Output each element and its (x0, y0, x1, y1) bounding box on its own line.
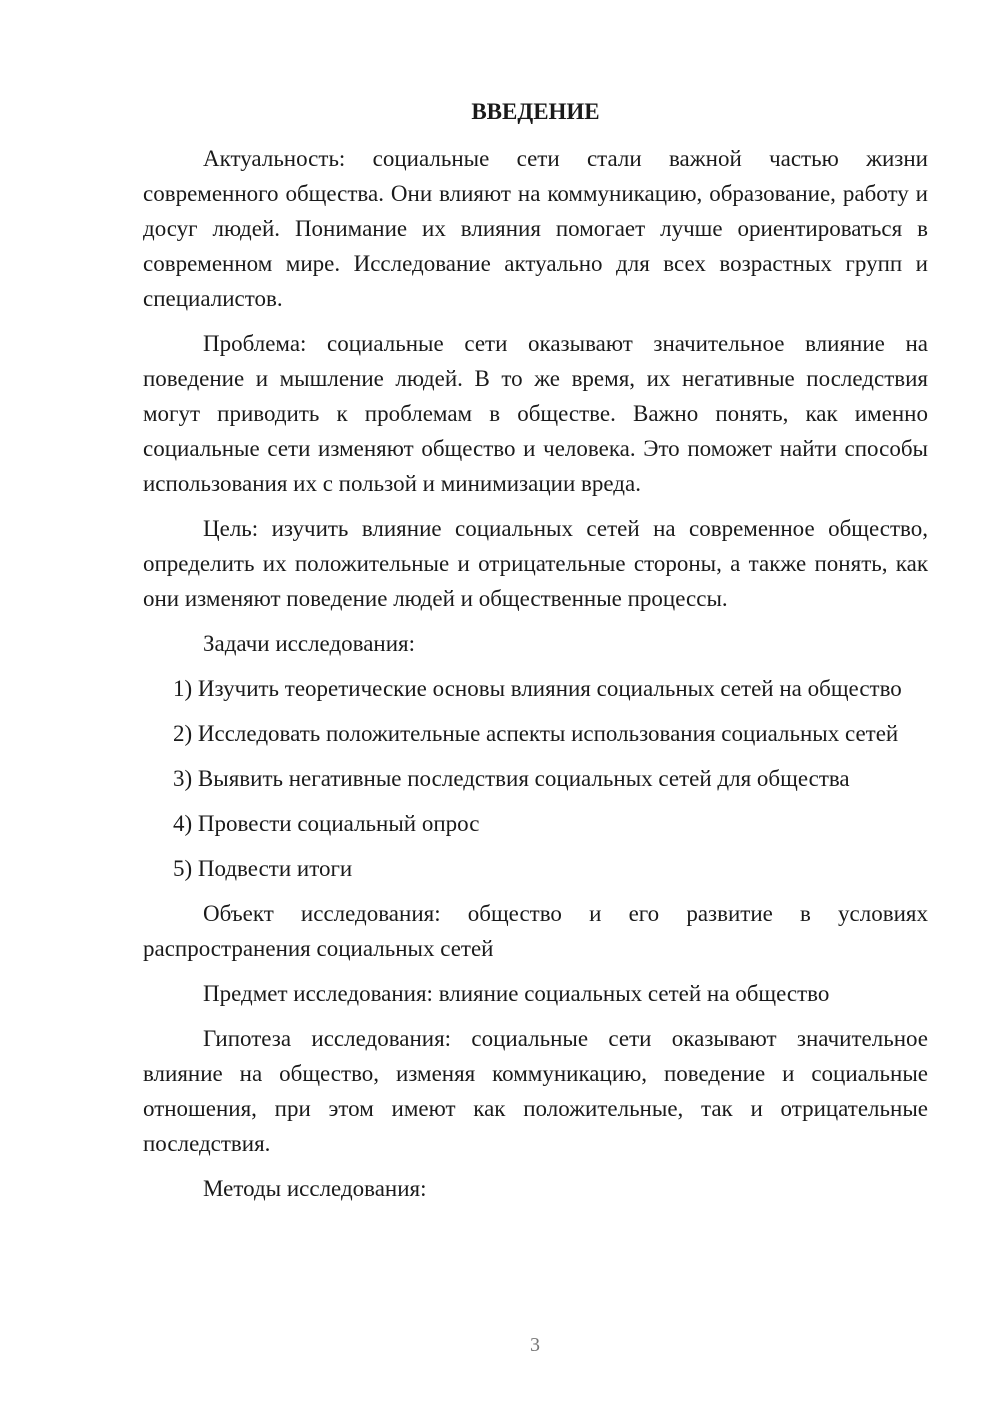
task-item-5: 5) Подвести итоги (173, 856, 353, 881)
page-content (143, 94, 928, 1216)
task-item-3: 3) Выявить негативные последствия социальных сетей для общества (173, 766, 850, 791)
tasks-heading: Задачи исследования: (203, 631, 416, 656)
page-title: ВВЕДЕНИЕ (471, 99, 600, 124)
task-item-1: 1) Изучить теоретические основы влияния социальных сетей на общество (173, 676, 902, 701)
subject-paragraph: Предмет исследования: влияние социальных сетей на общество (203, 981, 830, 1006)
page-number: 3 (530, 1334, 540, 1356)
task-item-2: 2) Исследовать положительные аспекты использования социальных сетей (173, 721, 899, 746)
task-item-4: 4) Провести социальный опрос (173, 811, 480, 836)
methods-heading: Методы исследования: (203, 1176, 427, 1201)
object-paragraph: Объект исследования: общество и его развитие в условиях распространения социальных сетей (143, 901, 928, 961)
hypothesis-paragraph: Гипотеза исследования: социальные сети оказывают значительное влияние на общество, изменяя коммуникацию, поведение и социальные отношения, при этом имеют как положительные, так и отрицательные последствия. (143, 1026, 928, 1156)
problem-paragraph: Проблема: социальные сети оказывают значительное влияние на поведение и мышление людей. В то же время, их негативные последствия могут приводить к проблемам в обществе. Важно понять, как именно социальные сети изменяют общество и человека. Это поможет найти способы использования их с пользой и минимизации вреда. (143, 331, 928, 496)
relevance-paragraph: Актуальность: социальные сети стали важной частью жизни современного общества. Они влияют на коммуникацию, образование, работу и досуг людей. Понимание их влияния помогает лучше ориентироваться в современном мире. Исследование актуально для всех возрастных групп и специалистов. (143, 146, 928, 311)
goal-paragraph: Цель: изучить влияние социальных сетей на современное общество, определить их положительные и отрицательные стороны, а также понять, как они изменяют поведение людей и общественные процессы. (143, 516, 928, 611)
